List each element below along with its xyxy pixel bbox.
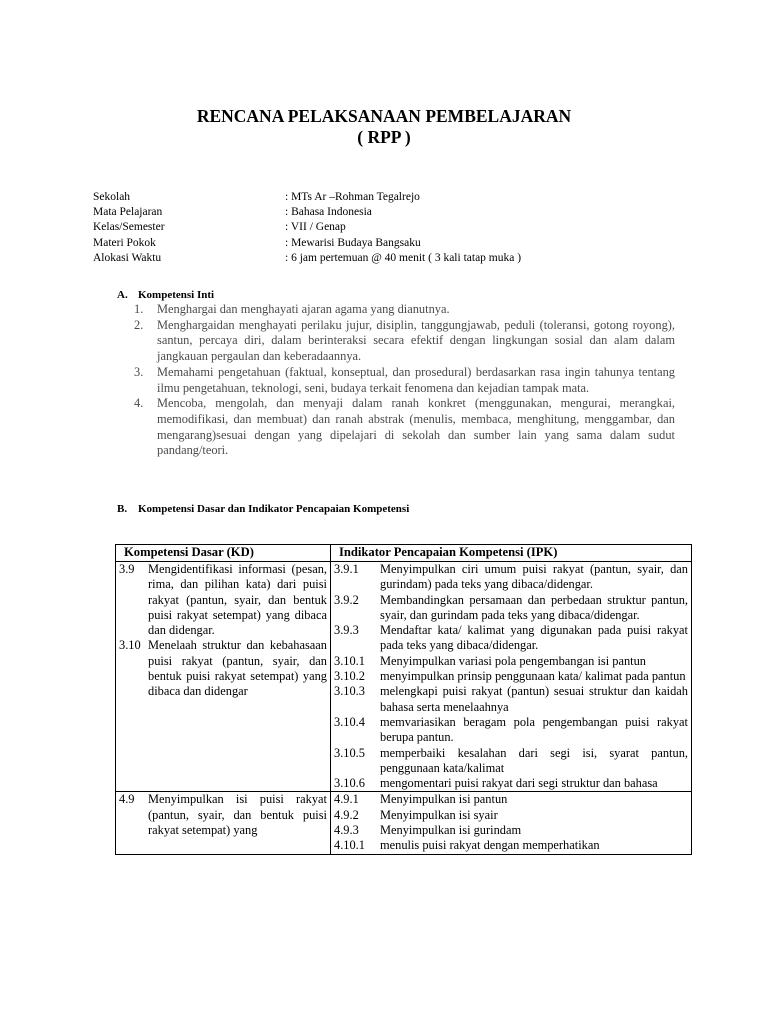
ipk-item <box>334 838 688 853</box>
ipk-item <box>334 808 688 823</box>
ipk-text: memvariasikan beragam pola pengembangan puisi rakyat berupa pantun. <box>380 714 688 745</box>
ipk-item <box>334 654 688 669</box>
ipk-text: menulis puisi rakyat dengan memperhatikan <box>380 838 600 853</box>
ipk-item <box>334 593 688 624</box>
info-label: Alokasi Waktu <box>93 251 162 264</box>
ipk-cell <box>331 792 692 854</box>
ipk-number: 3.10.3 <box>334 684 365 699</box>
list-item <box>131 302 675 318</box>
ipk-number: 4.9.3 <box>334 823 359 838</box>
section-a-title: Kompetensi Inti <box>138 289 215 301</box>
table-header-row <box>116 545 692 562</box>
document-subtitle: ( RPP ) <box>357 127 411 147</box>
ipk-item <box>334 669 688 684</box>
ipk-text: Menyimpulkan isi pantun <box>380 792 508 807</box>
kd-item <box>119 792 327 838</box>
ipk-text: Menyimpulkan isi gurindam <box>380 823 522 838</box>
section-a-heading <box>117 288 214 302</box>
info-label: Sekolah <box>93 191 131 203</box>
info-value: : 6 jam pertemuan @ 40 menit ( 3 kali tatap muka ) <box>285 251 522 264</box>
list-item <box>131 318 675 365</box>
ipk-number: 3.10.4 <box>334 714 365 729</box>
ipk-text: memperbaiki kesalahan dari segi isi, syarat pantun, penggunaan kata/kalimat <box>380 745 688 775</box>
info-label: Mata Pelajaran <box>93 206 163 219</box>
kd-item <box>119 562 327 638</box>
kd-item <box>119 638 327 699</box>
ipk-item <box>334 623 688 654</box>
ipk-text: Menyimpulkan isi syair <box>380 807 498 822</box>
section-a-marker: A. <box>117 289 128 301</box>
kompetensi-table <box>115 544 692 855</box>
ipk-number: 3.10.6 <box>334 776 365 791</box>
table-row <box>116 562 692 792</box>
kd-number: 4.9 <box>119 792 135 807</box>
ipk-item <box>334 792 688 807</box>
ipk-text: Menyimpulkan variasi pola pengembangan isi pantun <box>380 653 646 668</box>
ipk-text: mengomentari puisi rakyat dari segi struktur dan bahasa <box>380 776 658 791</box>
list-item-text: Menghargaidan menghayati perilaku jujur, disiplin, tanggungjawab, peduli (toleransi, gotong royong), santun, percaya diri, dalam berinteraksi secara efektif dengan lingkungan sosial dan alam dalam jangkauan pergaulan dan keberadaannya. <box>157 317 675 364</box>
section-b-title: Kompetensi Dasar dan Indikator Pencapaian Kompetensi <box>138 503 410 515</box>
ipk-number: 4.10.1 <box>334 838 365 853</box>
ipk-number: 4.9.1 <box>334 792 359 807</box>
header-kd: Kompetensi Dasar (KD) <box>116 545 331 562</box>
ipk-item <box>334 776 688 791</box>
list-item-text: Mencoba, mengolah, dan menyaji dalam ranah konkret (menggunakan, mengurai, merangkai, memodifikasi, dan membuat) dan ranah abstrak (menulis, membaca, menghitung, menggambar, dan mengarang)sesuai dengan yang dipelajari di sekolah dan sumber lain yang sama dalam sudut pandang/teori. <box>157 396 675 458</box>
section-b-heading <box>117 502 409 516</box>
kd-cell <box>116 562 331 792</box>
ipk-cell <box>331 562 692 792</box>
ipk-number: 3.9.2 <box>334 592 359 607</box>
ipk-text: Membandingkan persamaan dan perbedaan struktur pantun, syair, dan gurindam pada teks yang dibaca/didengar. <box>380 592 688 622</box>
list-item-text: Menghargai dan menghayati ajaran agama yang dianutnya. <box>157 302 450 316</box>
header-ipk: Indikator Pencapaian Kompetensi (IPK) <box>331 545 692 562</box>
kd-number: 3.10 <box>119 638 141 653</box>
info-value: : MTs Ar –Rohman Tegalrejo <box>285 191 420 203</box>
ipk-number: 3.10.5 <box>334 745 365 760</box>
info-value: : VII / Genap <box>285 221 346 234</box>
info-label: Kelas/Semester <box>93 221 165 234</box>
kompetensi-inti-list <box>131 302 675 459</box>
list-item-text: Memahami pengetahuan (faktual, konseptual, dan prosedural) berdasarkan rasa ingin tahunya tentang ilmu pengetahuan, teknologi, seni, budaya terkait fenomena dan kejadian tampak mata. <box>157 364 675 395</box>
list-item <box>131 365 675 396</box>
ipk-item <box>334 823 688 838</box>
ipk-number: 3.9.3 <box>334 623 359 638</box>
list-item-number: 3. <box>134 364 144 379</box>
ipk-number: 3.10.2 <box>334 669 365 684</box>
document-title: RENCANA PELAKSANAAN PEMBELAJARAN <box>196 106 572 126</box>
ipk-item <box>334 684 688 715</box>
info-value: : Mewarisi Budaya Bangsaku <box>285 236 421 249</box>
list-item-number: 4. <box>134 396 144 411</box>
kd-text: Menelaah struktur dan kebahasaan puisi rakyat (pantun, syair, dan bentuk puisi rakyat setempat) yang dibaca dan didengar <box>148 638 327 699</box>
ipk-text: menyimpulkan prinsip penggunaan kata/ kalimat pada pantun <box>380 669 686 684</box>
ipk-text: melengkapi puisi rakyat (pantun) sesuai struktur dan kaidah bahasa serta menelaahnya <box>380 684 688 714</box>
ipk-number: 3.9.1 <box>334 562 359 576</box>
list-item <box>131 396 675 459</box>
info-value: : Bahasa Indonesia <box>285 206 372 219</box>
ipk-item <box>334 562 688 593</box>
ipk-text: Menyimpulkan ciri umum puisi rakyat (pantun, syair, dan gurindam) pada teks yang dibaca/didengar. <box>380 562 688 592</box>
kd-text: Mengidentifikasi informasi (pesan, rima, dan pilihan kata) dari puisi rakyat (pantun, syair, dan bentuk puisi rakyat setempat) yang dibaca dan didengar. <box>148 562 327 638</box>
kd-number: 3.9 <box>119 562 135 576</box>
ipk-item <box>334 715 688 746</box>
kd-text: Menyimpulkan isi puisi rakyat (pantun, syair, dan bentuk puisi rakyat setempat) yang <box>148 792 327 838</box>
kd-cell <box>116 792 331 854</box>
section-b-marker: B. <box>117 503 128 515</box>
ipk-number: 4.9.2 <box>334 807 359 822</box>
list-item-number: 1. <box>134 302 144 316</box>
list-item-number: 2. <box>134 317 144 332</box>
ipk-number: 3.10.1 <box>334 653 365 668</box>
ipk-text: Mendaftar kata/ kalimat yang digunakan pada puisi rakyat pada teks yang dibaca/didengar. <box>380 623 688 653</box>
info-label: Materi Pokok <box>93 236 156 249</box>
table-row <box>116 792 692 854</box>
ipk-item <box>334 746 688 777</box>
